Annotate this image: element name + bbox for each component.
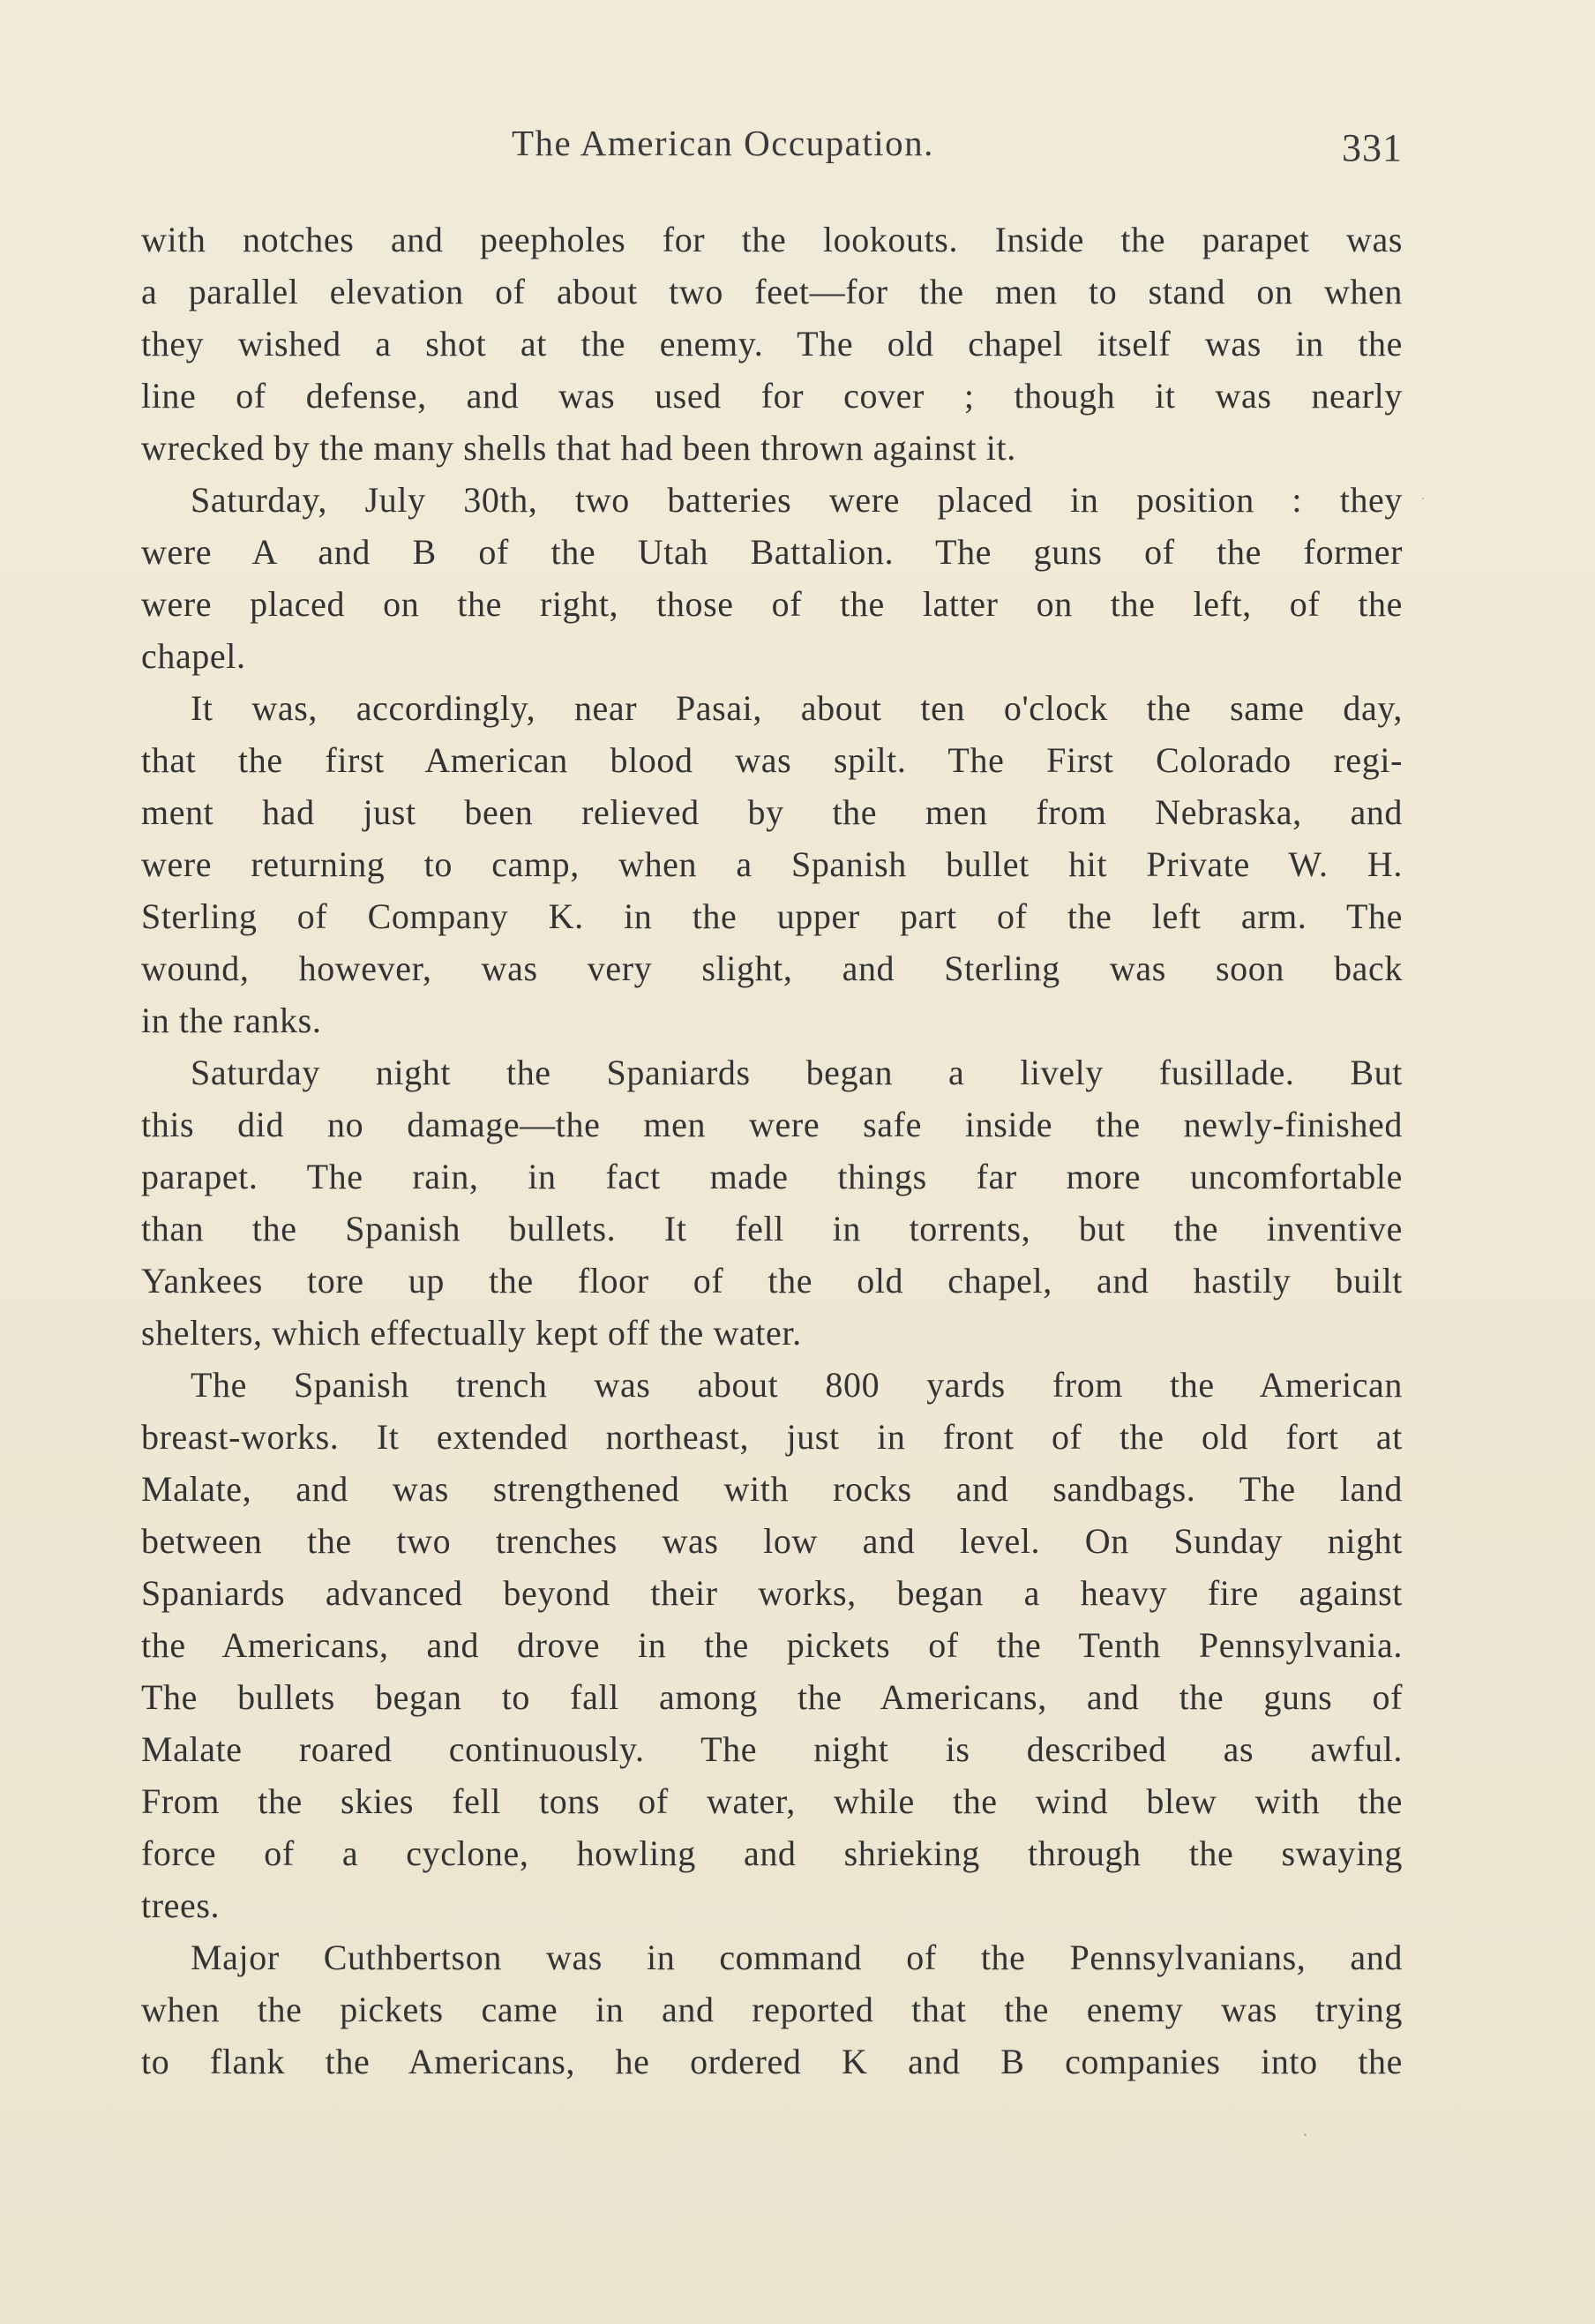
text-line: breast-works. It extended northeast, just in front of the old fort at — [141, 1417, 1403, 1457]
text-line: ment had just been relieved by the men from Nebraska, and — [141, 792, 1403, 832]
text-line: The bullets began to fall among the Americans, and the guns of — [141, 1677, 1403, 1717]
text-line: the Americans, and drove in the pickets of the Tenth Pennsylvania. — [141, 1625, 1403, 1665]
text-line: to flank the Americans, he ordered K and B companies into the — [141, 2042, 1403, 2081]
text-line: were A and B of the Utah Battalion. The guns of the former — [141, 532, 1403, 572]
paper-speck — [1304, 2133, 1307, 2136]
text-line: when the pickets came in and reported that the enemy was trying — [141, 1990, 1403, 2029]
text-line: they wished a shot at the enemy. The old chapel itself was in the — [141, 324, 1403, 364]
text-line: wound, however, was very slight, and Sterling was soon back — [141, 948, 1403, 988]
text-line: were placed on the right, those of the latter on the left, of the — [141, 584, 1403, 624]
text-line: Malate, and was strengthened with rocks and sandbags. The land — [141, 1469, 1403, 1509]
text-line: trees. — [141, 1885, 221, 1925]
text-line: force of a cyclone, howling and shrieking through the swaying — [141, 1833, 1403, 1873]
text-line: It was, accordingly, near Pasai, about ten o'clock the same day, — [191, 688, 1403, 728]
text-line: Sterling of Company K. in the upper part of the left arm. The — [141, 896, 1403, 936]
text-line: The Spanish trench was about 800 yards from the American — [191, 1365, 1403, 1405]
text-line: with notches and peepholes for the lookouts. Inside the parapet was — [141, 220, 1403, 259]
text-line: than the Spanish bullets. It fell in torrents, but the inventive — [141, 1209, 1403, 1248]
text-line: line of defense, and was used for cover ; though it was nearly — [141, 376, 1403, 416]
text-line: a parallel elevation of about two feet—for the men to stand on when — [141, 272, 1403, 311]
page-header — [141, 122, 1403, 175]
text-line: Spaniards advanced beyond their works, began a heavy fire against — [141, 1573, 1403, 1613]
text-line: were returning to camp, when a Spanish bullet hit Private W. H. — [141, 844, 1403, 884]
text-line: chapel. — [141, 636, 246, 676]
text-line: Major Cuthbertson was in command of the Pennsylvanians, and — [191, 1938, 1403, 1977]
text-line: that the first American blood was spilt. The First Colorado regi- — [141, 740, 1403, 780]
text-line: Malate roared continuously. The night is described as awful. — [141, 1729, 1403, 1769]
text-line: Saturday night the Spaniards began a lively fusillade. But — [191, 1053, 1403, 1092]
paper-speck — [1422, 498, 1424, 499]
text-line: Saturday, July 30th, two batteries were placed in position : they — [191, 480, 1403, 520]
text-line: this did no damage—the men were safe inside the newly-finished — [141, 1105, 1403, 1144]
text-line: From the skies fell tons of water, while the wind blew with the — [141, 1781, 1403, 1821]
text-line: in the ranks. — [141, 1001, 322, 1040]
text-line: shelters, which effectually kept off the water. — [141, 1313, 802, 1353]
running-title: The American Occupation. — [512, 123, 934, 163]
body-text — [141, 214, 1403, 2088]
text-line: between the two trenches was low and level. On Sunday night — [141, 1521, 1403, 1561]
text-line: wrecked by the many shells that had been thrown against it. — [141, 428, 1016, 468]
text-line: Yankees tore up the floor of the old chapel, and hastily built — [141, 1261, 1403, 1301]
text-line: parapet. The rain, in fact made things far more uncomfortable — [141, 1157, 1403, 1196]
page-number: 331 — [1342, 126, 1403, 169]
